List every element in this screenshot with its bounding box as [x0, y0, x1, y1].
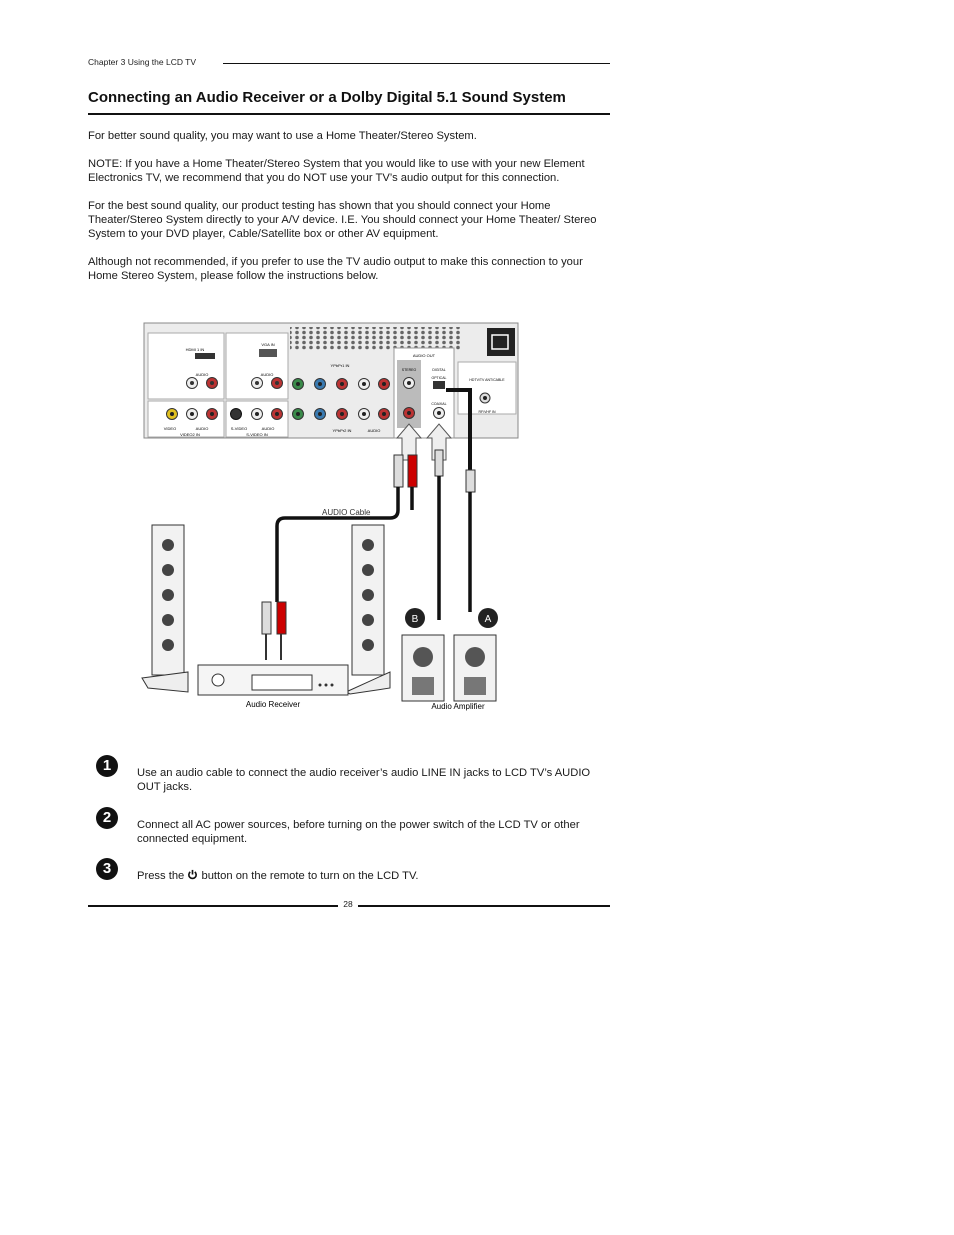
audio-receiver-label: Audio Receiver: [245, 700, 301, 709]
step-3-text: [137, 869, 597, 883]
best-quality-paragraph: For the best sound quality, our product testing has shown that you should connect your Home Theater/Stereo System directly to your A/V device. I.E. You should connect your Home Theater/ Stereo System to your DVD player, Cable/Satellite box or other AV equipment.: [88, 200, 597, 240]
step-3-text-after: button on the remote to turn on the LCD TV.: [201, 870, 419, 882]
page-title: Connecting an Audio Receiver or a Dolby Digital 5.1 Sound System: [88, 89, 566, 106]
chapter-header: Chapter 3 Using the LCD TV: [88, 57, 197, 67]
svg-text:S-VIDEO IN: S-VIDEO IN: [246, 432, 268, 437]
intro-paragraph: For better sound quality, you may want to use a Home Theater/Stereo System.: [88, 130, 477, 142]
hdmi-port: [195, 353, 215, 359]
power-icon: [187, 869, 198, 880]
step-2-text: Connect all AC power sources, before turning on the power switch of the LCD TV or other connected equipment.: [137, 819, 580, 845]
svg-text:S-VIDEO: S-VIDEO: [230, 426, 248, 431]
svg-text:OPTICAL: OPTICAL: [431, 376, 447, 380]
svg-text:COAXIAL: COAXIAL: [431, 402, 447, 406]
svg-text:DIGITAL: DIGITAL: [432, 368, 446, 372]
svg-text:B: B: [411, 614, 419, 625]
audio-cable-label: AUDIO Cable: [322, 508, 371, 517]
step-1-number: 1: [96, 755, 118, 777]
audio-amplifier-label: Audio Amplifier: [431, 702, 485, 711]
step-3-text-before: Press the: [137, 870, 185, 882]
svg-text:HDTV/TV ANT/CABLE: HDTV/TV ANT/CABLE: [469, 378, 505, 382]
vent-grille: [290, 327, 460, 350]
footer-rule-left: [88, 905, 338, 907]
amplifier-speakers: [402, 635, 496, 701]
step-2-number: 2: [96, 807, 118, 829]
vga-in-label: VGA IN: [261, 342, 275, 347]
audio-receiver-icon: [198, 665, 348, 695]
svg-text:VIDEO2 IN: VIDEO2 IN: [180, 432, 200, 437]
page-number: 28: [343, 899, 353, 909]
power-socket-icon: [487, 328, 515, 356]
ypbpr1-in-label: YPbPr1 IN: [330, 363, 350, 368]
svg-text:AUDIO: AUDIO: [195, 372, 209, 377]
svg-text:VIDEO: VIDEO: [163, 426, 177, 431]
not-recommended-paragraph: Although not recommended, if you prefer to use the TV audio output to make this connection to your Home Stereo System, please follow the instructions below.: [88, 256, 583, 282]
svg-text:RF/VHF IN: RF/VHF IN: [478, 410, 496, 414]
step-3-number: 3: [96, 858, 118, 880]
title-underline: [88, 113, 610, 115]
svg-text:AUDIO: AUDIO: [260, 372, 274, 377]
svg-text:STEREO: STEREO: [401, 368, 417, 372]
footer-rule-right: [358, 905, 610, 907]
note-paragraph: NOTE: If you have a Home Theater/Stereo System that you would like to use with your new Element Electronics TV, we recommend that you do NOT use your TV’s audio output for this connection.: [88, 158, 585, 184]
hdmi-in-label: HDMI 1 IN: [185, 347, 205, 352]
step-1-text: Use an audio cable to connect the audio receiver’s audio LINE IN jacks to LCD TV’s AUDIO OUT jacks.: [137, 767, 591, 793]
svg-text:AUDIO: AUDIO: [195, 426, 209, 431]
connection-diagram: [140, 320, 520, 715]
header-rule: [223, 63, 610, 64]
tower-speaker-right: [346, 525, 390, 694]
svg-text:A: A: [484, 614, 492, 625]
audio-out-label: AUDIO OUT: [412, 353, 436, 358]
ypbpr2-in-label: YPbPr2 IN: [332, 428, 352, 433]
tower-speaker-left: [142, 525, 188, 692]
svg-text:AUDIO: AUDIO: [261, 426, 275, 431]
svg-text:AUDIO: AUDIO: [367, 428, 381, 433]
